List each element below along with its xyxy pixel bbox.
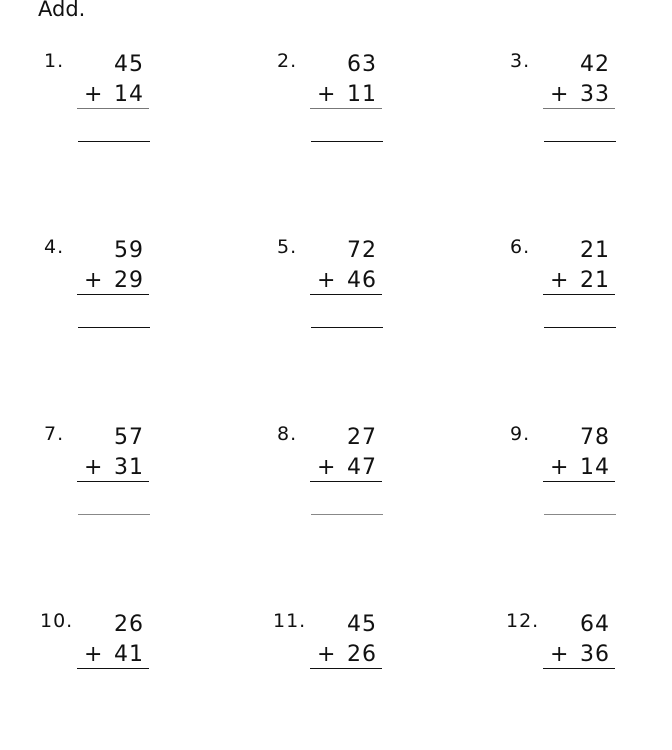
problem-number: 5.	[277, 236, 298, 258]
problem-number: 3.	[510, 50, 531, 72]
addend-top: 45	[347, 612, 377, 637]
plus-sign: +	[84, 82, 104, 107]
problem-7	[44, 423, 244, 563]
problem-2	[277, 50, 477, 190]
problem-number: 6.	[510, 236, 531, 258]
sum-rule	[310, 668, 382, 669]
answer-line[interactable]	[544, 327, 616, 328]
addend-bottom: 41	[114, 642, 144, 667]
addend-bottom: 47	[347, 455, 377, 480]
addend-top: 63	[347, 52, 377, 77]
sum-rule	[543, 668, 615, 669]
sum-rule	[310, 294, 382, 295]
plus-sign: +	[84, 268, 104, 293]
addend-top: 26	[114, 612, 144, 637]
addend-top: 57	[114, 425, 144, 450]
addend-bottom: 26	[347, 642, 377, 667]
sum-rule	[543, 108, 615, 109]
answer-line[interactable]	[544, 141, 616, 142]
addend-bottom: 11	[347, 82, 377, 107]
sum-rule	[77, 108, 149, 109]
answer-line[interactable]	[78, 327, 150, 328]
problem-4	[44, 236, 244, 376]
plus-sign: +	[550, 82, 570, 107]
sum-rule	[310, 481, 382, 482]
addend-top: 59	[114, 238, 144, 263]
problem-number: 12.	[506, 610, 540, 632]
addend-top: 64	[580, 612, 610, 637]
plus-sign: +	[317, 642, 337, 667]
problem-number: 11.	[273, 610, 307, 632]
plus-sign: +	[550, 455, 570, 480]
answer-line[interactable]	[311, 514, 383, 515]
addend-bottom: 21	[580, 268, 610, 293]
addend-bottom: 29	[114, 268, 144, 293]
addend-top: 72	[347, 238, 377, 263]
addend-top: 27	[347, 425, 377, 450]
plus-sign: +	[84, 455, 104, 480]
problem-8	[277, 423, 477, 563]
sum-rule	[77, 668, 149, 669]
problem-12	[506, 610, 672, 750]
addend-top: 21	[580, 238, 610, 263]
problem-1	[44, 50, 244, 190]
sum-rule	[543, 481, 615, 482]
plus-sign: +	[550, 268, 570, 293]
problem-11	[273, 610, 473, 750]
sum-rule	[310, 108, 382, 109]
problem-number: 10.	[40, 610, 74, 632]
problem-3	[510, 50, 672, 190]
problem-number: 9.	[510, 423, 531, 445]
instruction: Add.	[38, 0, 86, 21]
sum-rule	[77, 481, 149, 482]
problem-9	[510, 423, 672, 563]
addend-bottom: 31	[114, 455, 144, 480]
sum-rule	[543, 294, 615, 295]
addend-bottom: 14	[580, 455, 610, 480]
problem-number: 4.	[44, 236, 65, 258]
answer-line[interactable]	[78, 141, 150, 142]
answer-line[interactable]	[78, 514, 150, 515]
plus-sign: +	[317, 455, 337, 480]
addend-bottom: 33	[580, 82, 610, 107]
addend-bottom: 36	[580, 642, 610, 667]
addend-top: 45	[114, 52, 144, 77]
problem-6	[510, 236, 672, 376]
addend-top: 78	[580, 425, 610, 450]
problem-5	[277, 236, 477, 376]
plus-sign: +	[317, 268, 337, 293]
addend-bottom: 46	[347, 268, 377, 293]
sum-rule	[77, 294, 149, 295]
plus-sign: +	[84, 642, 104, 667]
plus-sign: +	[550, 642, 570, 667]
problem-number: 1.	[44, 50, 65, 72]
problem-number: 7.	[44, 423, 65, 445]
plus-sign: +	[317, 82, 337, 107]
addend-top: 42	[580, 52, 610, 77]
problem-10	[40, 610, 240, 750]
problem-number: 8.	[277, 423, 298, 445]
answer-line[interactable]	[311, 327, 383, 328]
problem-number: 2.	[277, 50, 298, 72]
answer-line[interactable]	[311, 141, 383, 142]
addend-bottom: 14	[114, 82, 144, 107]
answer-line[interactable]	[544, 514, 616, 515]
